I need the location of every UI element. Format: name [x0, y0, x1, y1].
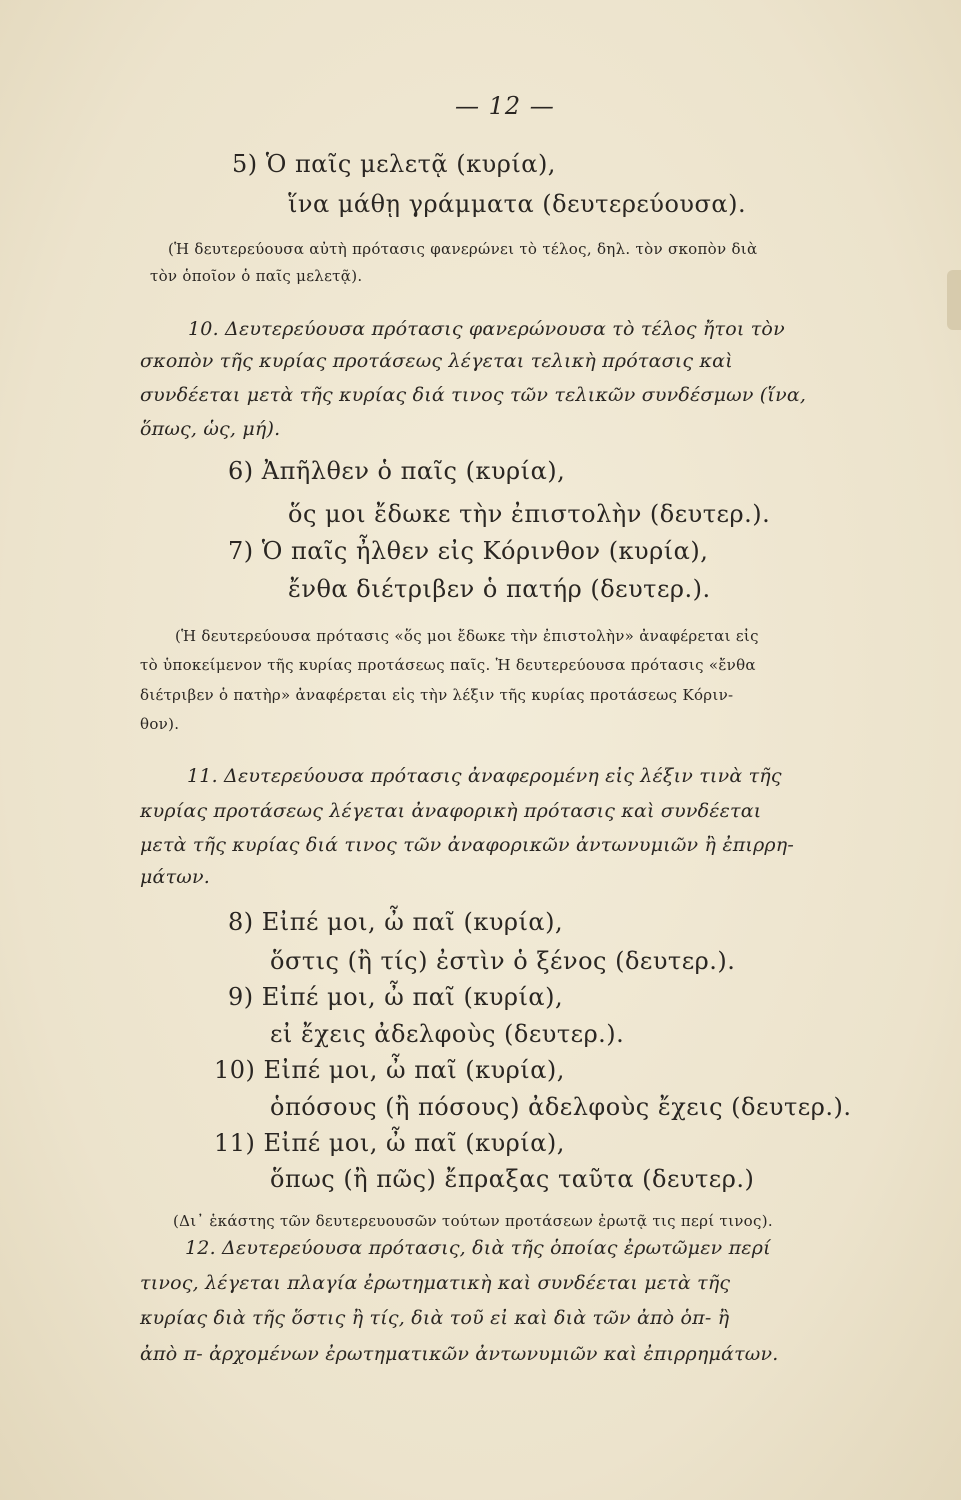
note-line: (Ἡ δευτερεύουσα πρότασις «ὅς μοι ἔδωκε τὴν ἐπιστολὴν» ἀναφέρεται εἰς	[175, 627, 759, 645]
example-line: ὅπως (ἢ πῶς) ἔπραξας ταῦτα (δευτερ.)	[270, 1165, 755, 1193]
example-line: εἰ ἔχεις ἀδελφοὺς (δευτερ.).	[270, 1020, 625, 1048]
rule-line: μετὰ τῆς κυρίας διά τινος τῶν ἀναφορικῶν ἀντωνυμιῶν ἢ ἐπιρρη-	[140, 834, 795, 856]
rule-line: ὅπως, ὡς, μή).	[140, 418, 281, 440]
example-line: ἵνα μάθῃ γράμματα (δευτερεύουσα).	[288, 190, 747, 218]
note-line: τὸ ὑποκείμενον τῆς κυρίας προτάσεως παῖς. Ἡ δευτερεύουσα πρότασις «ἔνθα	[140, 656, 756, 674]
note-line: (Ἡ δευτερεύουσα αὐτὴ πρότασις φανερώνει τὸ τέλος, δηλ. τὸν σκοπὸν διὰ	[168, 240, 758, 258]
example-line: ὅς μοι ἔδωκε τὴν ἐπιστολὴν (δευτερ.).	[288, 500, 771, 528]
example-line: 10) Εἰπέ μοι, ὦ παῖ (κυρία),	[214, 1056, 565, 1084]
rule-line: τινος, λέγεται πλαγία ἐρωτηματικὴ καὶ συνδέεται μετὰ τῆς	[140, 1272, 731, 1294]
note-line: θον).	[140, 715, 180, 733]
rule-line: συνδέεται μετὰ τῆς κυρίας διά τινος τῶν τελικῶν συνδέσμων (ἵνα,	[140, 384, 807, 406]
note-line: διέτριβεν ὁ πατὴρ» ἀναφέρεται εἰς τὴν λέξιν τῆς κυρίας προτάσεως Κόριν-	[140, 686, 734, 704]
example-line: 5) Ὁ παῖς μελετᾷ (κυρία),	[232, 150, 556, 178]
rule-line: 12. Δευτερεύουσα πρότασις, διὰ τῆς ὁποίας ἐρωτῶμεν περί	[185, 1237, 771, 1259]
example-line: 7) Ὁ παῖς ἦλθεν εἰς Κόρινθον (κυρία),	[228, 537, 709, 565]
rule-line: 11. Δευτερεύουσα πρότασις ἀναφερομένη εἰς λέξιν τινὰ τῆς	[187, 765, 782, 787]
rule-line: ἀπὸ π- ἀρχομένων ἐρωτηματικῶν ἀντωνυμιῶν καὶ ἐπιρρημάτων.	[140, 1343, 779, 1365]
note-line: τὸν ὁποῖον ὁ παῖς μελετᾷ).	[150, 267, 363, 285]
example-line: 6) Ἀπῆλθεν ὁ παῖς (κυρία),	[228, 457, 566, 485]
rule-line: κυρίας διὰ τῆς ὅστις ἢ τίς, διὰ τοῦ εἰ καὶ διὰ τῶν ἀπὸ ὁπ- ἢ	[140, 1307, 730, 1329]
example-line: 9) Εἰπέ μοι, ὦ παῖ (κυρία),	[228, 983, 564, 1011]
rule-line: 10. Δευτερεύουσα πρότασις φανερώνουσα τὸ τέλος ἤτοι τὸν	[188, 318, 785, 340]
rule-line: κυρίας προτάσεως λέγεται ἀναφορικὴ πρότασις καὶ συνδέεται	[140, 800, 762, 822]
page-number: — 12 —	[455, 92, 555, 120]
rule-line: σκοπὸν τῆς κυρίας προτάσεως λέγεται τελικὴ πρότασις καὶ	[140, 350, 733, 372]
example-line: ὁπόσους (ἢ πόσους) ἀδελφοὺς ἔχεις (δευτερ.).	[270, 1093, 852, 1121]
example-line: 8) Εἰπέ μοι, ὦ παῖ (κυρία),	[228, 908, 564, 936]
note-line: (Δι᾿ ἑκάστης τῶν δευτερευουσῶν τούτων προτάσεων ἐρωτᾷ τις περί τινος).	[173, 1212, 773, 1230]
example-line: ὅστις (ἢ τίς) ἐστὶν ὁ ξένος (δευτερ.).	[270, 947, 736, 975]
example-line: ἔνθα διέτριβεν ὁ πατήρ (δευτερ.).	[288, 575, 711, 603]
paper-stain	[947, 270, 961, 330]
example-line: 11) Εἰπέ μοι, ὦ παῖ (κυρία),	[214, 1129, 565, 1157]
rule-line: μάτων.	[140, 866, 210, 888]
